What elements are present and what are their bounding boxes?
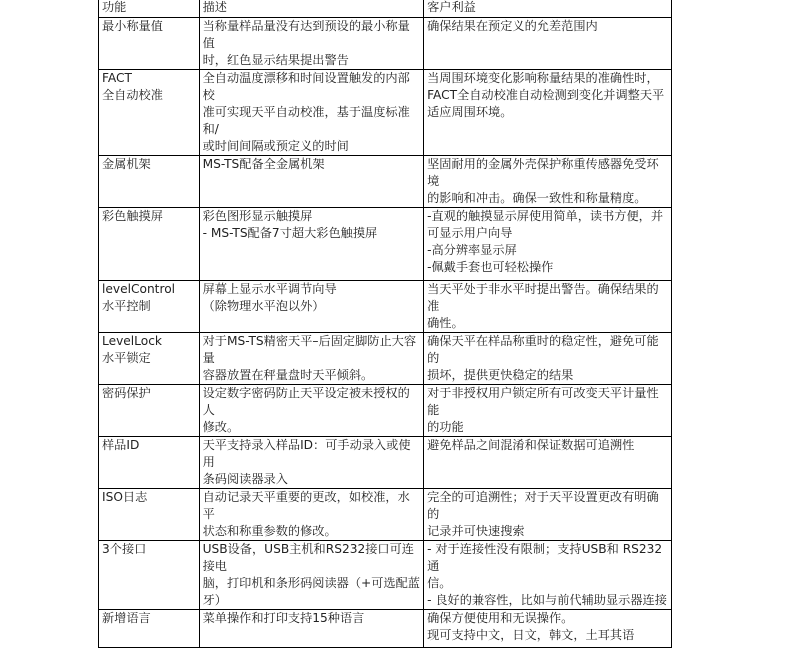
cell-desc [199,437,424,489]
cell-line: USB设备，USB主机和RS232接口可连接电 [202,542,414,573]
cell-line: levelControl [102,282,176,296]
cell-line: 容器放置在秤量盘时天平倾斜。 [202,368,374,382]
cell-line: 金属机架 [102,157,151,171]
cell-func [99,281,200,333]
table-header-row [99,0,672,18]
table-row [99,208,672,281]
cell-line: 完全的可追溯性；对于天平设置更改有明确的 [427,490,659,521]
cell-line: 确保方便使用和无误操作。 [427,611,574,625]
cell-line: 全自动温度漂移和时间设置触发的内部校 [202,71,410,102]
cell-line: 天平支持录入样品ID：可手动录入或使用 [202,438,411,469]
cell-line: 脑，打印机和条形码阅读器（+可选配蓝 [202,576,420,590]
cell-benefit [424,437,672,489]
cell-func [99,489,200,541]
cell-line: 确保结果在预定义的允差范围内 [427,19,598,33]
cell-line: FACT [102,71,132,85]
cell-line: 条码阅读器录入 [202,472,288,486]
cell-desc [199,610,424,648]
cell-benefit [424,70,672,156]
header-description: 描述 [199,0,424,18]
cell-func [99,610,200,648]
cell-line: -佩戴手套也可轻松操作 [427,260,554,274]
cell-line: 菜单操作和打印支持15种语言 [202,611,365,625]
cell-line: 准可实现天平自动校准，基于温度标准和/ [202,105,410,136]
cell-desc [199,70,424,156]
cell-line: 信。 [427,576,452,590]
cell-line: 或时间间隔或预定义的时间 [202,139,349,153]
cell-line: 的功能 [427,420,464,434]
cell-line: 彩色触摸屏 [102,209,163,223]
cell-func [99,333,200,385]
cell-desc [199,156,424,208]
cell-benefit [424,610,672,648]
cell-line: 记录并可快速搜索 [427,524,525,538]
table-row [99,385,672,437]
cell-line: 新增语言 [102,611,151,625]
cell-desc [199,333,424,385]
cell-line: 修改。 [202,420,240,434]
cell-line: 牙） [202,593,227,607]
cell-line: 确保天平在样品称重时的稳定性，避免可能的 [427,334,659,365]
cell-func [99,156,200,208]
cell-line: 屏幕上显示水平调节向导 [202,282,337,296]
cell-line: 密码保护 [102,386,151,400]
cell-line: 适应周围环境。 [427,105,513,119]
cell-benefit [424,281,672,333]
cell-desc [199,18,424,70]
cell-line: 损坏，提供更快稳定的结果 [427,368,574,382]
cell-line: -直观的触摸显示屏使用简单，读书方便，并 [427,209,664,223]
cell-func [99,70,200,156]
cell-line: 可显示用户向导 [427,226,513,240]
cell-benefit [424,489,672,541]
cell-line: 坚固耐用的金属外壳保护称重传感器免受环境 [427,157,659,188]
cell-line: 设定数字密码防止天平设定被未授权的人 [202,386,410,417]
cell-line: - MS-TS配备7寸超大彩色触摸屏 [202,226,378,240]
table-body [99,0,672,648]
cell-line: MS-TS配备全金属机架 [202,157,325,171]
cell-func [99,541,200,610]
cell-line: 自动记录天平重要的更改，如校准，水平 [202,490,410,521]
cell-line: - 对于连接性没有限制；支持USB和 RS232通 [427,542,663,573]
cell-func [99,208,200,281]
cell-func [99,437,200,489]
table-row [99,610,672,648]
cell-line: FACT全自动校准自动检测到变化并调整天平 [427,88,665,102]
cell-benefit [424,541,672,610]
cell-line: ISO日志 [102,490,148,504]
cell-desc [199,489,424,541]
header-function: 功能 [99,0,200,18]
cell-benefit [424,385,672,437]
table-row [99,333,672,385]
cell-line: 3个接口 [102,542,147,556]
cell-benefit [424,208,672,281]
cell-line: 的影响和冲击。确保一致性和称量精度。 [427,191,647,205]
cell-line: 当天平处于非水平时提出警告。确保结果的准 [427,282,659,313]
cell-line: 现可支持中文，日文，韩文，土耳其语 [427,628,635,642]
cell-line: -高分辨率显示屏 [427,243,517,257]
cell-line: 确性。 [427,316,464,330]
cell-desc [199,281,424,333]
cell-line: （除物理水平泡以外） [202,299,325,313]
table-row [99,156,672,208]
cell-benefit [424,18,672,70]
cell-line: - 良好的兼容性，比如与前代辅助显示器连接 [427,593,667,607]
cell-line: 时，红色显示结果提出警告 [202,53,349,67]
table-row [99,489,672,541]
cell-line: 全自动校准 [102,88,163,102]
cell-line: 避免样品之间混淆和保证数据可追溯性 [427,438,635,452]
cell-line: 当称量样品量没有达到预设的最小称量值 [202,19,410,50]
table-row [99,70,672,156]
cell-line: 当周围环境变化影响称量结果的准确性时， [427,71,659,85]
cell-desc [199,385,424,437]
cell-desc [199,541,424,610]
cell-line: 水平控制 [102,299,151,313]
cell-line: 对于MS-TS精密天平–后固定脚防止大容量 [202,334,417,365]
cell-line: 对于非授权用户锁定所有可改变天平计量性能 [427,386,659,417]
table-row [99,541,672,610]
cell-func [99,385,200,437]
table-row [99,18,672,70]
cell-line: 水平锁定 [102,351,151,365]
cell-line: 样品ID [102,438,140,452]
cell-func [99,18,200,70]
feature-benefit-table [98,0,672,648]
cell-benefit [424,156,672,208]
cell-line: LevelLock [102,334,162,348]
cell-line: 彩色图形显示触摸屏 [202,209,313,223]
cell-benefit [424,333,672,385]
cell-desc [199,208,424,281]
cell-line: 最小称量值 [102,19,163,33]
table-row [99,437,672,489]
table-row [99,281,672,333]
header-customer-benefit: 客户利益 [424,0,672,18]
cell-line: 状态和称重参数的修改。 [202,524,337,538]
